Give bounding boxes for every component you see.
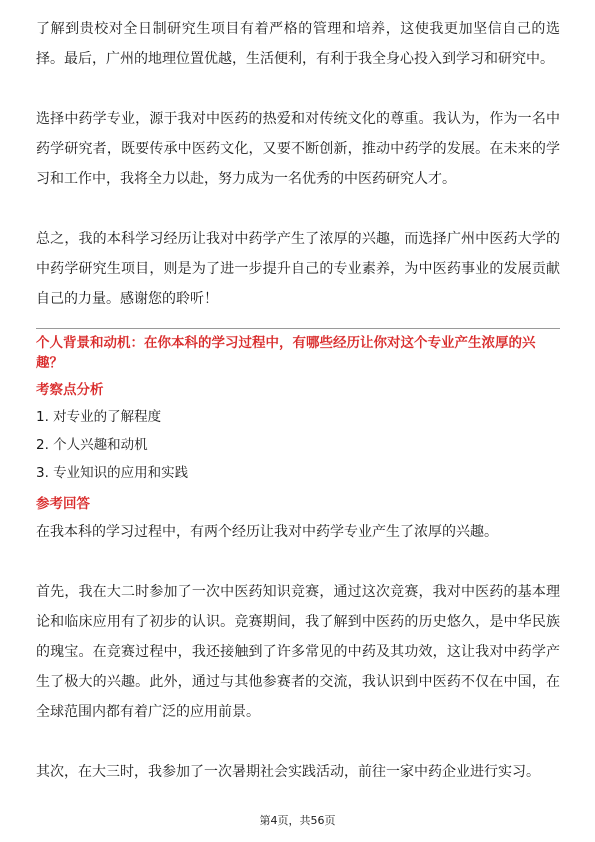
answer-paragraph-3: 其次，在大三时，我参加了一次暑期社会实践活动，前往一家中药企业进行实习。 xyxy=(36,764,540,780)
paragraph-gap xyxy=(36,727,560,757)
section-divider xyxy=(36,328,560,329)
analysis-item-1: 1. 对专业的了解程度 xyxy=(36,409,162,425)
analysis-item-3: 3. 专业知识的应用和实践 xyxy=(36,465,189,481)
document-page xyxy=(36,14,560,787)
paragraph-gap xyxy=(36,547,560,577)
paragraph-gap xyxy=(36,74,560,104)
intro-paragraph-3: 总之，我的本科学习经历让我对中药学产生了浓厚的兴趣，而选择广州中医药大学的中药学研究生项目，则是为了进一步提升自己的专业素养，为中医药事业的发展贡献自己的力量。感谢您的聆听！ xyxy=(36,231,560,307)
paragraph-gap xyxy=(36,194,560,224)
answer-paragraph-1: 在我本科的学习过程中，有两个经历让我对中药学专业产生了浓厚的兴趣。 xyxy=(36,524,498,540)
analysis-item-2: 2. 个人兴趣和动机 xyxy=(36,437,148,453)
paragraph-gap xyxy=(36,314,560,326)
answer-title: 参考回答 xyxy=(36,496,90,512)
answer-paragraph-2: 首先，我在大二时参加了一次中医药知识竞赛，通过这次竞赛，我对中医药的基本理论和临床应用有了初步的认识。竞赛期间，我了解到中医药的历史悠久，是中华民族的瑰宝。在竞赛过程中，我还接触到了许多常见的中药及其功效，这让我对中药学产生了极大的兴趣。此外，通过与其他参赛者的交流，我认识到中医药不仅在中国，在全球范围内都有着广泛的应用前景。 xyxy=(36,584,560,720)
page-footer: 第4页，共56页 xyxy=(259,814,336,827)
intro-paragraph-1: 了解到贵校对全日制研究生项目有着严格的管理和培养，这使我更加坚信自己的选择。最后，广州的地理位置优越，生活便利，有利于我全身心投入到学习和研究中。 xyxy=(36,21,560,67)
question-heading: 个人背景和动机：在你本科的学习过程中，有哪些经历让你对这个专业产生浓厚的兴趣？ xyxy=(36,335,536,371)
analysis-title: 考察点分析 xyxy=(36,382,104,398)
intro-paragraph-2: 选择中药学专业，源于我对中医药的热爱和对传统文化的尊重。我认为，作为一名中药学研究者，既要传承中医药文化，又要不断创新，推动中药学的发展。在未来的学习和工作中，我将全力以赴，努力成为一名优秀的中医药研究人才。 xyxy=(36,111,560,187)
